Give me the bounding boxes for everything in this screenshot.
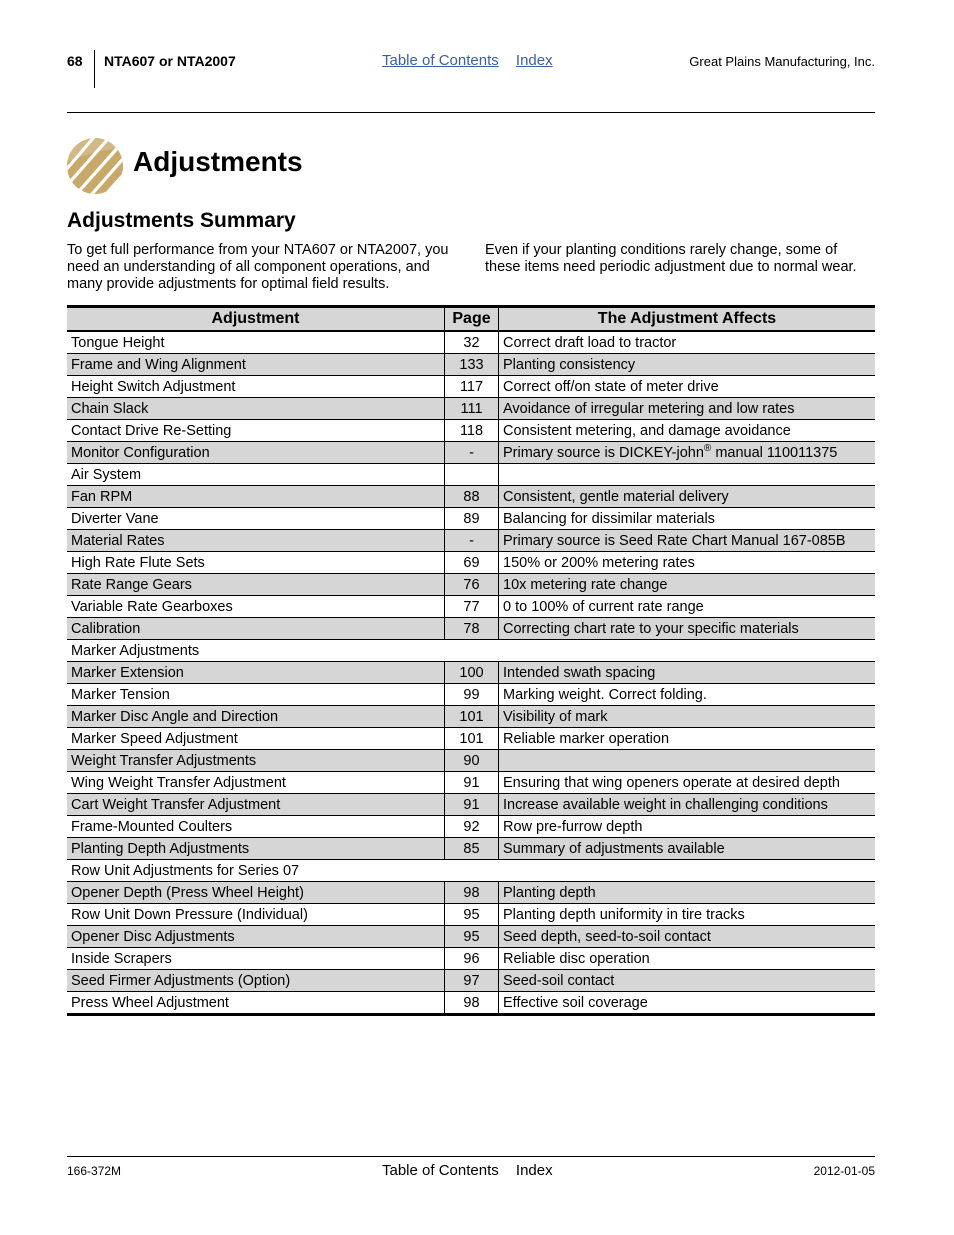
affects-text-suffix: manual 110011375	[711, 444, 838, 461]
table-row	[67, 816, 875, 838]
table-row	[67, 838, 875, 860]
table-row	[67, 331, 875, 354]
affects-cell: Effective soil coverage	[499, 992, 876, 1015]
table-row	[67, 486, 875, 508]
great-plains-logo-icon	[67, 138, 123, 194]
affects-cell: Consistent metering, and damage avoidance	[499, 420, 876, 442]
page-cell: 118	[445, 420, 499, 442]
adjustments-summary-table	[67, 305, 875, 1016]
adjustment-cell: Rate Range Gears	[67, 574, 445, 596]
document-code: 166-372M	[67, 1164, 122, 1178]
table-row	[67, 970, 875, 992]
footer-rule	[67, 1156, 875, 1157]
adjustment-cell: Marker Tension	[67, 684, 445, 706]
adjustment-cell: Calibration	[67, 618, 445, 640]
column-header-affects: The Adjustment Affects	[499, 307, 876, 332]
adjustment-cell: Chain Slack	[67, 398, 445, 420]
affects-cell: Correct draft load to tractor	[499, 331, 876, 354]
adjustment-cell: Height Switch Adjustment	[67, 376, 445, 398]
registered-mark: ®	[703, 442, 712, 454]
footer-index-link[interactable]: Index	[515, 1162, 553, 1179]
affects-cell: 0 to 100% of current rate range	[499, 596, 876, 618]
page-cell: 95	[445, 904, 499, 926]
document-title: NTA607 or NTA2007	[104, 53, 236, 69]
page-cell: 100	[445, 662, 499, 684]
page-cell: 77	[445, 596, 499, 618]
adjustment-cell: Material Rates	[67, 530, 445, 552]
page-cell: 96	[445, 948, 499, 970]
adjustment-cell: Planting Depth Adjustments	[67, 838, 445, 860]
adjustment-cell: Frame-Mounted Coulters	[67, 816, 445, 838]
page-cell: -	[445, 530, 499, 552]
page-cell: 95	[445, 926, 499, 948]
affects-cell: Avoidance of irregular metering and low rates	[499, 398, 876, 420]
page-cell: 101	[445, 728, 499, 750]
affects-cell: Summary of adjustments available	[499, 838, 876, 860]
adjustment-cell: Seed Firmer Adjustments (Option)	[67, 970, 445, 992]
adjustment-cell: High Rate Flute Sets	[67, 552, 445, 574]
table-row	[67, 684, 875, 706]
adjustment-cell: Press Wheel Adjustment	[67, 992, 445, 1015]
adjustment-cell: Weight Transfer Adjustments	[67, 750, 445, 772]
affects-cell	[499, 442, 876, 464]
affects-cell: Balancing for dissimilar materials	[499, 508, 876, 530]
affects-cell: Consistent, gentle material delivery	[499, 486, 876, 508]
page-cell: 85	[445, 838, 499, 860]
affects-cell: Increase available weight in challenging conditions	[499, 794, 876, 816]
page-cell: 133	[445, 354, 499, 376]
table-row	[67, 926, 875, 948]
page-cell: 88	[445, 486, 499, 508]
page-cell: 92	[445, 816, 499, 838]
affects-text: Primary source is DICKEY-john	[503, 444, 704, 461]
page-cell: 91	[445, 772, 499, 794]
table-header-row	[67, 307, 875, 332]
affects-cell	[499, 750, 876, 772]
table-row	[67, 464, 875, 486]
adjustment-cell: Opener Disc Adjustments	[67, 926, 445, 948]
affects-cell: Planting consistency	[499, 354, 876, 376]
table-row	[67, 794, 875, 816]
affects-cell: Primary source is Seed Rate Chart Manual 167-085B	[499, 530, 876, 552]
affects-cell: Intended swath spacing	[499, 662, 876, 684]
page-cell: 89	[445, 508, 499, 530]
page-number: 68	[67, 53, 83, 69]
table-row	[67, 992, 875, 1015]
affects-cell: Reliable disc operation	[499, 948, 876, 970]
page-cell: 69	[445, 552, 499, 574]
adjustment-cell: Diverter Vane	[67, 508, 445, 530]
page-cell: 90	[445, 750, 499, 772]
adjustment-cell: Marker Speed Adjustment	[67, 728, 445, 750]
affects-cell: Marking weight. Correct folding.	[499, 684, 876, 706]
adjustment-cell: Marker Extension	[67, 662, 445, 684]
table-row	[67, 442, 875, 464]
table-row	[67, 882, 875, 904]
adjustment-cell: Cart Weight Transfer Adjustment	[67, 794, 445, 816]
index-link[interactable]: Index	[515, 52, 553, 69]
table-row	[67, 376, 875, 398]
affects-cell: Seed depth, seed-to-soil contact	[499, 926, 876, 948]
subsection-title: Adjustments Summary	[67, 209, 296, 232]
adjustment-cell: Tongue Height	[67, 331, 445, 354]
table-row	[67, 354, 875, 376]
footer-table-of-contents-link[interactable]: Table of Contents	[382, 1162, 499, 1179]
affects-cell: Row pre-furrow depth	[499, 816, 876, 838]
table-row	[67, 948, 875, 970]
table-row	[67, 662, 875, 684]
page-cell: 117	[445, 376, 499, 398]
page-header	[67, 50, 875, 90]
table-row	[67, 618, 875, 640]
page-cell: 91	[445, 794, 499, 816]
table-row	[67, 398, 875, 420]
affects-cell: 150% or 200% metering rates	[499, 552, 876, 574]
section-title: Adjustments	[133, 146, 303, 177]
adjustment-cell: Row Unit Down Pressure (Individual)	[67, 904, 445, 926]
company-name: Great Plains Manufacturing, Inc.	[689, 54, 875, 69]
header-rule	[67, 112, 875, 113]
adjustment-cell: Monitor Configuration	[67, 442, 445, 464]
page-cell: 98	[445, 882, 499, 904]
adjustment-cell: Air System	[67, 464, 445, 486]
adjustment-cell: Frame and Wing Alignment	[67, 354, 445, 376]
intro-text-right: Even if your planting conditions rarely change, some of these items need periodic adjustment due to normal wear.	[485, 242, 857, 275]
adjustment-cell: Fan RPM	[67, 486, 445, 508]
table-row	[67, 420, 875, 442]
table-row	[67, 728, 875, 750]
page-cell: 97	[445, 970, 499, 992]
table-body	[67, 331, 875, 1015]
adjustment-cell: Row Unit Adjustments for Series 07	[67, 860, 875, 882]
table-row	[67, 552, 875, 574]
table-row	[67, 772, 875, 794]
affects-cell: Correct off/on state of meter drive	[499, 376, 876, 398]
affects-cell: Planting depth uniformity in tire tracks	[499, 904, 876, 926]
adjustment-cell: Inside Scrapers	[67, 948, 445, 970]
table-of-contents-link[interactable]: Table of Contents	[382, 52, 499, 69]
adjustment-cell: Opener Depth (Press Wheel Height)	[67, 882, 445, 904]
page-cell	[445, 464, 499, 486]
footer-nav	[382, 1162, 566, 1179]
table-row	[67, 530, 875, 552]
header-divider	[94, 50, 95, 88]
affects-cell: Visibility of mark	[499, 706, 876, 728]
intro-text-left: To get full performance from your NTA607 or NTA2007, you need an understanding of all component operations, and many provide adjustments for optimal field results.	[67, 242, 449, 292]
affects-cell: Planting depth	[499, 882, 876, 904]
table-row	[67, 750, 875, 772]
column-header-page: Page	[445, 307, 499, 332]
affects-cell: Correcting chart rate to your specific materials	[499, 618, 876, 640]
table-row	[67, 860, 875, 882]
adjustment-cell: Wing Weight Transfer Adjustment	[67, 772, 445, 794]
page-cell: 32	[445, 331, 499, 354]
column-header-adjustment: Adjustment	[67, 307, 445, 332]
page-cell: 111	[445, 398, 499, 420]
adjustment-cell: Contact Drive Re-Setting	[67, 420, 445, 442]
adjustment-cell: Marker Disc Angle and Direction	[67, 706, 445, 728]
table-row	[67, 574, 875, 596]
adjustment-cell: Variable Rate Gearboxes	[67, 596, 445, 618]
page-cell: -	[445, 442, 499, 464]
page-cell: 99	[445, 684, 499, 706]
affects-cell	[499, 464, 876, 486]
table-row	[67, 904, 875, 926]
page-cell: 76	[445, 574, 499, 596]
affects-cell: Ensuring that wing openers operate at desired depth	[499, 772, 876, 794]
table-row	[67, 596, 875, 618]
table-row	[67, 640, 875, 662]
adjustment-cell: Marker Adjustments	[67, 640, 875, 662]
affects-cell: Reliable marker operation	[499, 728, 876, 750]
table-row	[67, 508, 875, 530]
header-nav	[382, 52, 566, 69]
document-date: 2012-01-05	[813, 1164, 875, 1178]
affects-cell: Seed-soil contact	[499, 970, 876, 992]
page-cell: 98	[445, 992, 499, 1015]
affects-cell: 10x metering rate change	[499, 574, 876, 596]
table-row	[67, 706, 875, 728]
page-cell: 78	[445, 618, 499, 640]
page-cell: 101	[445, 706, 499, 728]
